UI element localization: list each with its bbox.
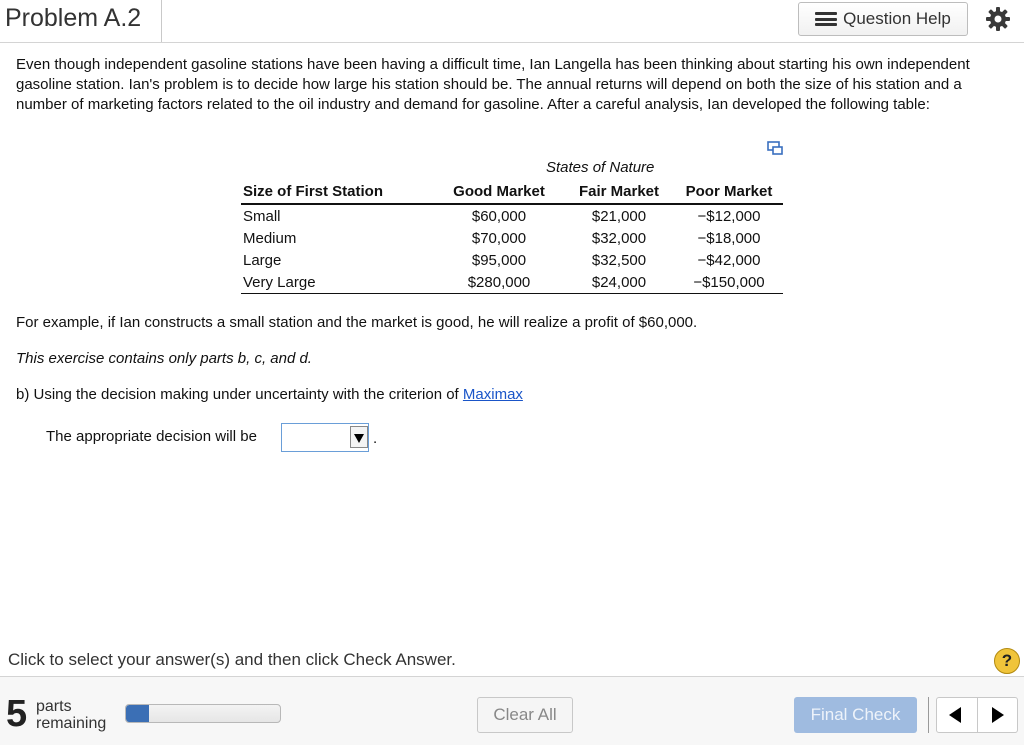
table-cell: $32,000 <box>591 229 647 247</box>
table-row <box>241 227 783 249</box>
states-of-nature-header: States of Nature <box>546 159 655 176</box>
nav-mid-divider <box>977 697 978 733</box>
table-row <box>241 249 783 271</box>
table-row <box>241 204 783 227</box>
question-help-label: Question Help <box>843 9 951 28</box>
maximax-link[interactable]: Maximax <box>462 386 523 403</box>
dropdown-arrow-icon[interactable] <box>350 426 368 448</box>
parts-label: parts <box>36 698 72 715</box>
previous-arrow-icon[interactable] <box>949 707 961 723</box>
footer-divider <box>0 676 1024 677</box>
question-help-button[interactable] <box>798 2 968 36</box>
gear-icon[interactable] <box>984 5 1012 33</box>
title-divider <box>161 0 162 42</box>
problem-intro-text: Even though independent gasoline stations have been having a difficult time, Ian Langella has been thinking about starting his own independent gasoline station. Ian's problem is to decide how large his station should be. The annual returns will depend on both the size of his station and a number of marketing factors related to the oil industry and demand for gasoline. After a careful analysis, Ian developed the following table: <box>16 56 970 113</box>
next-arrow-icon[interactable] <box>992 707 1004 723</box>
table-cell: −$18,000 <box>697 229 761 247</box>
table-cell: $60,000 <box>471 207 527 225</box>
table-cell: Very Large <box>243 273 316 291</box>
table-cell: −$150,000 <box>693 273 765 291</box>
table-cell: Small <box>243 207 281 225</box>
column-header: Fair Market <box>578 183 660 200</box>
decision-label: The appropriate decision will be <box>46 428 257 445</box>
table-cell: $70,000 <box>471 229 527 247</box>
decision-suffix: . <box>373 430 378 447</box>
help-icon[interactable]: ? <box>994 648 1020 674</box>
header-bar <box>0 0 1024 43</box>
table-cell: −$42,000 <box>697 251 761 269</box>
table-row <box>241 271 783 294</box>
table-header-row <box>241 181 783 204</box>
progress-fill <box>126 705 149 722</box>
table-cell: Large <box>243 251 282 269</box>
list-icon <box>815 11 837 27</box>
final-check-button[interactable]: Final Check <box>794 697 917 733</box>
exercise-note: This exercise contains only parts b, c, and d. <box>16 350 312 367</box>
table-cell: $21,000 <box>591 207 647 225</box>
parts-remaining-label <box>36 698 106 732</box>
table-cell: −$12,000 <box>697 207 761 225</box>
instruction-text: Click to select your answer(s) and then click Check Answer. <box>8 650 456 669</box>
parts-remaining-count: 5 <box>6 693 28 735</box>
example-text: For example, if Ian constructs a small station and the market is good, he will realize a profit of $60,000. <box>16 314 698 331</box>
nav-divider <box>928 697 929 733</box>
table-cell: $280,000 <box>467 273 531 291</box>
table-cell: $95,000 <box>471 251 527 269</box>
payoff-table-grid <box>241 181 783 294</box>
part-b-question <box>16 386 523 403</box>
column-header: Size of First Station <box>243 183 384 200</box>
remaining-label: remaining <box>36 715 107 732</box>
page-title: Problem A.2 <box>5 4 142 32</box>
copy-table-icon[interactable] <box>767 141 783 155</box>
parts-progress-bar <box>125 704 281 723</box>
table-cell: $24,000 <box>591 273 647 291</box>
clear-all-button[interactable]: Clear All <box>477 697 573 733</box>
part-b-prefix: b) Using the decision making under uncertainty with the criterion of <box>16 386 463 403</box>
column-header: Poor Market <box>685 183 773 200</box>
table-cell: Medium <box>243 229 297 247</box>
table-cell: $32,500 <box>591 251 647 269</box>
column-header: Good Market <box>453 183 545 200</box>
